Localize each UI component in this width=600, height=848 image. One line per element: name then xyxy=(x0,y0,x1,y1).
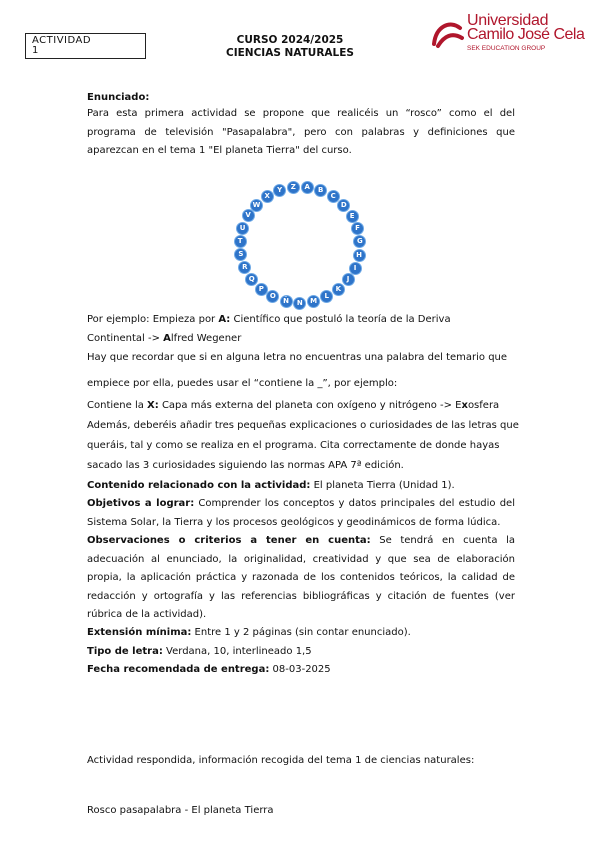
enunciado-text: Para esta primera actividad se propone que realicéis un “rosco” como el del programa de televisión "Pasapalabra", pero con palabras y definiciones que aparezcan en el tema 1 "El planeta Tierra" del curso. xyxy=(87,108,515,156)
extension-value: Entre 1 y 2 páginas (sin contar enunciado). xyxy=(191,627,411,638)
respuesta-title: Rosco pasapalabra - El planeta Tierra xyxy=(87,805,274,816)
rosco-letter-l: L xyxy=(320,290,333,303)
rosco-letter-v: V xyxy=(242,209,255,222)
observaciones-value: Se tendrá en cuenta la adecuación al enunciado, la originalidad, creatividad y que sea de elaboración propia, la aplicación práctica y razonada de los contenidos teóricos, la calidad de redacción y ortografía y las referencias bibliográficas y citación de fuentes (ver rúbrica de la actividad). xyxy=(87,535,515,620)
objetivos-section xyxy=(87,495,515,532)
example-line-7: queráis, tal y como se realiza en el programa. Cita correctamente de donde hayas xyxy=(87,440,500,451)
fecha-value: 08-03-2025 xyxy=(269,664,331,675)
rosco-letter-q: Q xyxy=(245,273,258,286)
rosco-letter-m: M xyxy=(307,295,320,308)
rosco-letter-u: U xyxy=(236,222,249,235)
rosco-diagram xyxy=(230,178,370,312)
rosco-letter-ñ: Ñ xyxy=(280,295,293,308)
extension-label: Extensión mínima: xyxy=(87,627,192,638)
observaciones-label: Observaciones o criterios a tener en cuenta: xyxy=(87,535,371,546)
example-line-1 xyxy=(87,314,451,325)
contenido-label: Contenido relacionado con la actividad: xyxy=(87,480,311,491)
example-text: lfred Wegener xyxy=(170,333,242,344)
example-text: Contiene la xyxy=(87,400,148,411)
activity-label: ACTIVIDAD 1 xyxy=(32,35,92,56)
rosco-letter-x: X xyxy=(261,190,274,203)
rosco-letter-e: E xyxy=(346,210,359,223)
example-text: Por ejemplo: Empieza por xyxy=(87,314,219,325)
rosco-letter-h: H xyxy=(353,249,366,262)
extension-section xyxy=(87,624,515,643)
tipo-letra-section xyxy=(87,643,515,662)
example-letter: X: xyxy=(147,400,159,411)
activity-box xyxy=(25,33,146,59)
example-text: Científico que postuló la teoría de la Deriva xyxy=(230,314,451,325)
fecha-section xyxy=(87,661,515,680)
rosco-letter-b: B xyxy=(314,184,327,197)
example-letter: A: xyxy=(218,314,231,325)
example-line-3: Hay que recordar que si en alguna letra no encuentras una palabra del temario que xyxy=(87,352,508,363)
logo-line-1: Universidad xyxy=(467,12,549,29)
example-line-5 xyxy=(87,400,499,411)
objetivos-label: Objetivos a lograr: xyxy=(87,498,195,509)
example-line-2 xyxy=(87,333,241,344)
fecha-label: Fecha recomendada de entrega: xyxy=(87,664,270,675)
rosco-letter-i: I xyxy=(349,262,362,275)
enunciado-heading: Enunciado: xyxy=(87,92,150,103)
example-line-8: sacado las 3 curiosidades siguiendo las normas APA 7ª edición. xyxy=(87,460,404,471)
rosco-letter-a: A xyxy=(301,181,314,194)
course-year: CURSO 2024/2025 xyxy=(236,34,344,46)
rosco-letter-r: R xyxy=(238,261,251,274)
contenido-value: El planeta Tierra (Unidad 1). xyxy=(310,480,455,491)
contenido-section xyxy=(87,477,515,496)
university-logo xyxy=(430,12,590,68)
respuesta-intro: Actividad respondida, información recogida del tema 1 de ciencias naturales: xyxy=(87,755,475,766)
observaciones-section xyxy=(87,532,515,625)
example-letter: A xyxy=(163,333,171,344)
example-text: Capa más externa del planeta con oxígeno y nitrógeno -> E xyxy=(158,400,462,411)
example-text: osfera xyxy=(467,400,500,411)
tipo-letra-label: Tipo de letra: xyxy=(87,646,163,657)
logo-line-3: SEK EDUCATION GROUP xyxy=(467,45,546,52)
rosco-letter-g: G xyxy=(353,235,366,248)
rosco-letter-d: D xyxy=(337,199,350,212)
logo-line-2: Camilo José Cela xyxy=(467,26,585,43)
example-letter: x xyxy=(461,400,468,411)
rosco-letter-z: Z xyxy=(287,181,300,194)
logo-mark-icon xyxy=(430,18,464,50)
rosco-letter-k: K xyxy=(332,283,345,296)
rosco-letter-o: O xyxy=(266,290,279,303)
example-line-6: Además, deberéis añadir tres pequeñas explicaciones o curiosidades de las letras que xyxy=(87,420,519,431)
rosco-letter-f: F xyxy=(351,222,364,235)
objetivos-value: Comprender los conceptos y datos principales del estudio del Sistema Solar, la Tierra y los procesos geológicos y geodinámicos de forma lúdica. xyxy=(87,498,515,528)
rosco-letter-c: C xyxy=(327,190,340,203)
course-subject: CIENCIAS NATURALES xyxy=(226,47,354,59)
rosco-letter-j: J xyxy=(342,273,355,286)
example-text: Continental -> xyxy=(87,333,164,344)
tipo-letra-value: Verdana, 10, interlineado 1,5 xyxy=(162,646,312,657)
rosco-letter-w: W xyxy=(250,199,263,212)
rosco-letter-s: S xyxy=(234,248,247,261)
rosco-letter-t: T xyxy=(234,235,247,248)
rosco-letter-n: N xyxy=(293,297,306,310)
rosco-letter-y: Y xyxy=(273,184,286,197)
rosco-letter-p: P xyxy=(255,283,268,296)
example-line-4: empiece por ella, puedes usar el “contiene la _”, por ejemplo: xyxy=(87,378,398,389)
